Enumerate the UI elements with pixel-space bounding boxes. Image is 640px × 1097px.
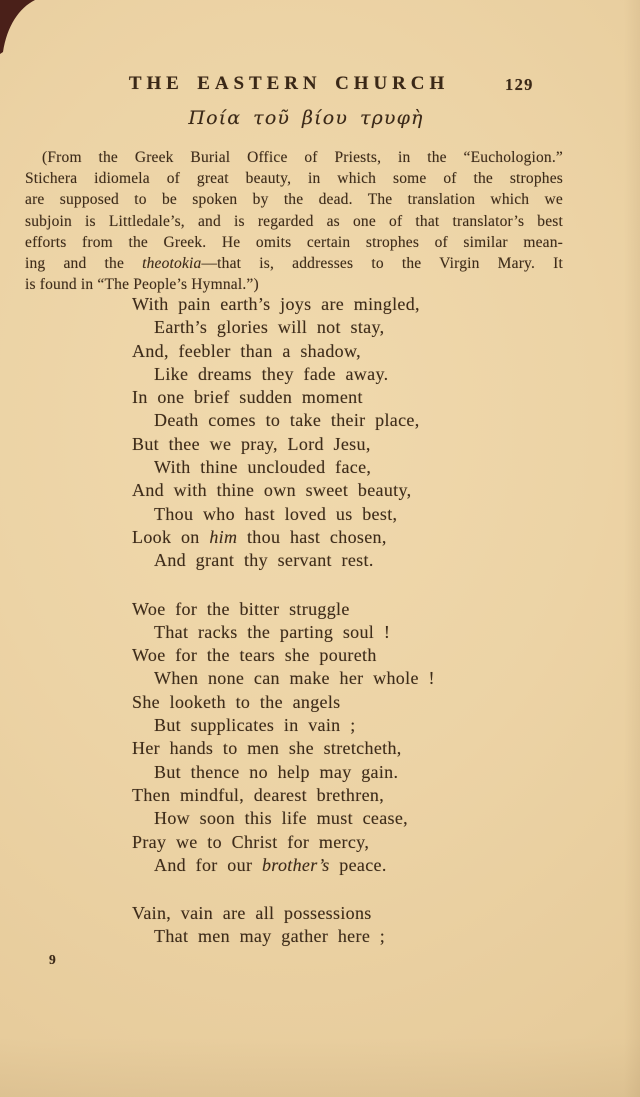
poem-line: Thou who hast loved us best, [154, 503, 398, 524]
running-header-title: THE EASTERN CHURCH [128, 73, 450, 94]
poem-line: And, feebler than a shadow, [132, 340, 361, 361]
poem-line: But thee we pray, Lord Jesu, [132, 433, 371, 454]
poem-line: That racks the parting soul ! [154, 621, 391, 642]
poem-line: When none can make her whole ! [154, 668, 435, 689]
poem-stanza [132, 598, 592, 878]
poem-line: Pray we to Christ for mercy, [132, 831, 370, 852]
poem-line: And for our brother’s peace. [154, 854, 387, 875]
poem-line: In one brief sudden moment [132, 387, 363, 408]
intro-line: efforts from the Greek. He omits certain strophes of similar mean- [25, 233, 563, 251]
poem-line: Death comes to take their place, [154, 410, 420, 431]
poem-body [132, 293, 592, 974]
poem-line: How soon this life must cease, [154, 808, 408, 829]
poem-line: Then mindful, dearest brethren, [132, 784, 385, 805]
intro-line: are supposed to be spoken by the dead. The translation which we [25, 191, 563, 209]
greek-hymn-title: Ποία τοῦ βίου τρυφὴ [188, 107, 424, 129]
poem-line: Woe for the tears she poureth [132, 645, 377, 666]
intro-paragraph [25, 147, 563, 295]
intro-line: is found in “The People’s Hymnal.”) [25, 276, 259, 294]
page-bottom-shadow [0, 1037, 640, 1097]
poem-line: She looketh to the angels [132, 691, 341, 712]
poem-line: Look on him thou hast chosen, [132, 526, 387, 547]
poem-line: But thence no help may gain. [154, 761, 399, 782]
poem-line: Vain, vain are all possessions [132, 903, 372, 924]
poem-line: And grant thy servant rest. [154, 550, 374, 571]
poem-line: With thine unclouded face, [154, 457, 372, 478]
poem-line: Her hands to men she stretcheth, [132, 738, 402, 759]
poem-line: And with thine own sweet beauty, [132, 480, 412, 501]
intro-line: Stichera idiomela of great beauty, in which some of the strophes [25, 170, 563, 188]
poem-line: Woe for the bitter struggle [132, 598, 350, 619]
poem-line: That men may gather here ; [154, 926, 386, 947]
intro-line: (From the Greek Burial Office of Priests, in the “Euchologion.” [42, 149, 563, 166]
poem-line: Like dreams they fade away. [154, 363, 389, 384]
scan-corner-artifact [0, 0, 40, 56]
page-edge-shadow [624, 0, 640, 1097]
poem-line: With pain earth’s joys are mingled, [132, 294, 420, 314]
page-number: 129 [505, 75, 534, 94]
poem-line: Earth’s glories will not stay, [154, 317, 385, 338]
poem-stanza [132, 902, 592, 949]
intro-line: ing and the theotokia—that is, addresses to the Virgin Mary. It [25, 255, 563, 273]
intro-line: subjoin is Littledale’s, and is regarded as one of that translator’s best [25, 212, 563, 230]
poem-line: But supplicates in vain ; [154, 715, 356, 736]
printers-signature-mark: 9 [49, 952, 56, 967]
poem-stanza [132, 293, 592, 573]
